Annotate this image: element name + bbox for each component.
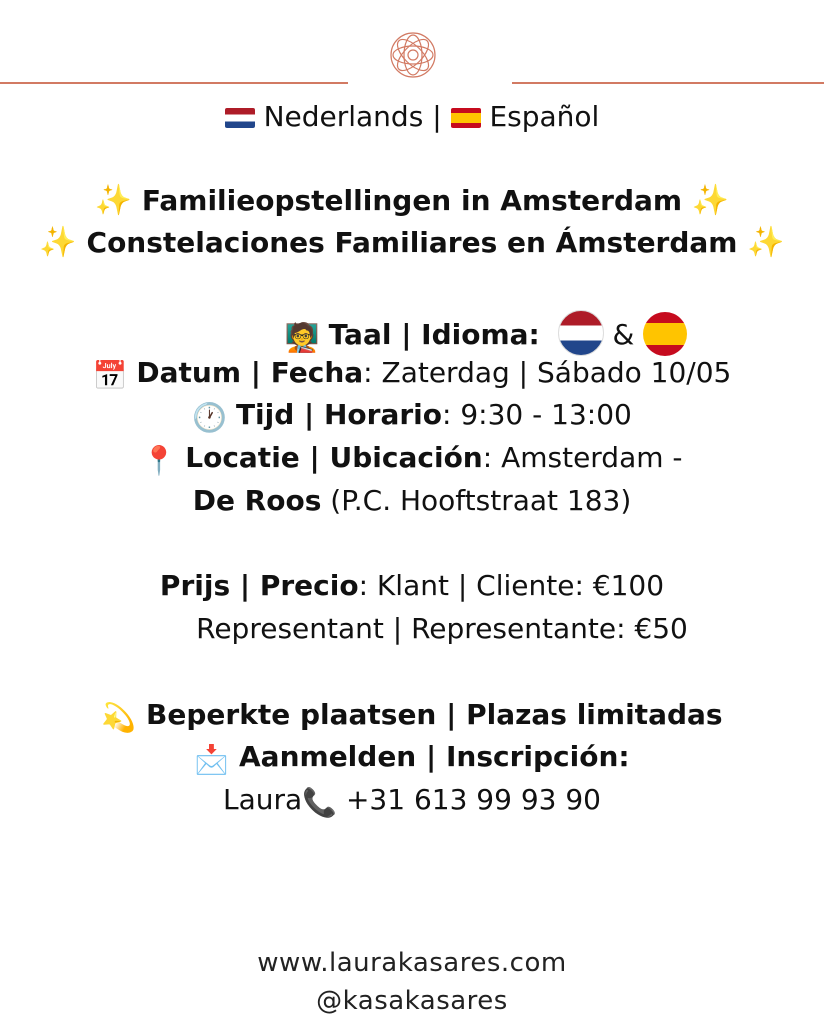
sparkles-icon: ✨	[691, 183, 730, 218]
title-es-line	[0, 226, 824, 260]
contact-name: Laura	[223, 783, 303, 816]
venue-line	[0, 484, 824, 518]
envelope-icon: 📩	[194, 743, 230, 776]
price-client-line	[0, 569, 824, 603]
language-amp: &	[612, 318, 635, 351]
divider-left	[0, 82, 348, 84]
time-value: : 9:30 - 13:00	[442, 398, 632, 431]
header-decoration	[0, 0, 824, 100]
date-value: : Zaterdag | Sábado 10/05	[363, 356, 732, 389]
time-line	[0, 398, 824, 435]
divider-right	[512, 82, 824, 84]
venue-name: De Roos	[192, 484, 322, 517]
price-label: Prijs | Precio	[159, 569, 359, 602]
contact-phone[interactable]: +31 613 99 93 90	[337, 783, 601, 816]
language-line	[74, 310, 824, 356]
price-representative-line	[30, 612, 824, 646]
person-icon: 🧑‍🏫	[284, 321, 320, 354]
language-es: Español	[489, 100, 600, 133]
mandala-logo-icon	[388, 30, 438, 80]
netherlands-flag-circle-icon	[558, 310, 604, 356]
limited-line	[0, 698, 824, 735]
title-nl-line	[0, 184, 824, 218]
phone-icon: 📞	[302, 786, 338, 819]
language-header	[0, 100, 824, 134]
limited-text: Beperkte plaatsen | Plazas limitadas	[146, 698, 723, 731]
social-handle[interactable]: @kasakasares	[316, 986, 508, 1016]
language-label: Taal | Idioma:	[328, 318, 540, 351]
language-separator: |	[432, 100, 442, 133]
register-text: Aanmelden | Inscripción:	[239, 740, 630, 773]
price-client: : Klant | Cliente: €100	[358, 569, 665, 602]
location-label: Locatie | Ubicación	[185, 441, 483, 474]
spain-flag-icon	[451, 108, 481, 128]
language-nl: Nederlands	[263, 100, 424, 133]
calendar-icon: 📅	[92, 359, 128, 392]
netherlands-flag-icon	[225, 108, 255, 128]
pin-icon: 📍	[141, 444, 177, 477]
venue-address: (P.C. Hooftstraat 183)	[321, 484, 632, 517]
location-value: : Amsterdam -	[482, 441, 683, 474]
contact-line	[0, 783, 824, 820]
date-line	[0, 356, 824, 393]
website-link[interactable]: www.laurakasares.com	[257, 948, 567, 978]
clock-icon: 🕐	[192, 401, 228, 434]
title-es: Constelaciones Familiares en Ámsterdam	[86, 226, 738, 259]
price-representative: Representant | Representante: €50	[196, 612, 688, 645]
sparkles-icon: ✨	[39, 225, 77, 260]
sparkles-icon: ✨	[747, 225, 785, 260]
register-line	[0, 740, 824, 777]
location-line	[0, 441, 824, 478]
spain-flag-circle-icon	[643, 312, 687, 356]
title-nl: Familieopstellingen in Amsterdam	[141, 184, 683, 217]
time-label: Tijd | Horario	[235, 398, 443, 431]
date-label: Datum | Fecha	[136, 356, 364, 389]
sparkles-icon: ✨	[94, 183, 133, 218]
dizzy-icon: 💫	[101, 701, 137, 734]
